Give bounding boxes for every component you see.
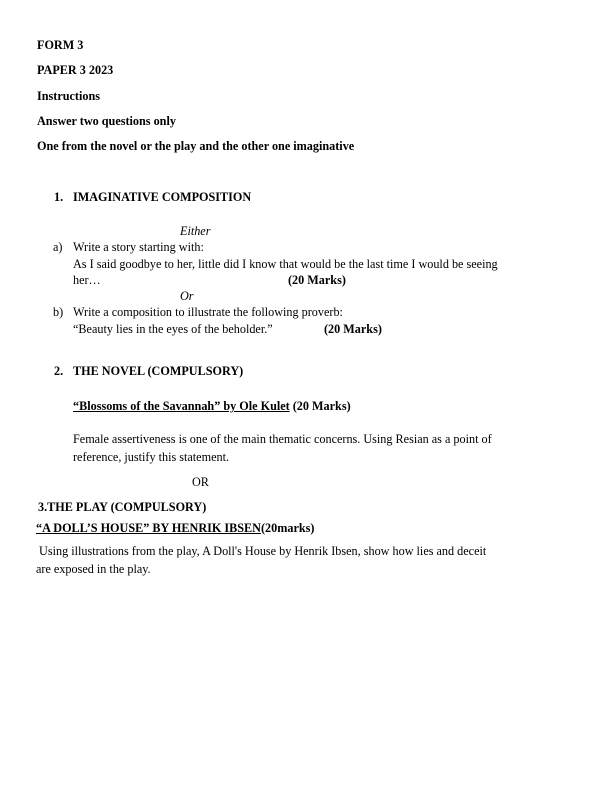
q3-line2: are exposed in the play. — [36, 562, 151, 576]
q3-line1: Using illustrations from the play, A Doll's House by Henrik Ibsen, show how lies and deceit — [36, 544, 487, 558]
q2-line2: reference, justify this statement. — [73, 450, 230, 464]
q2-line1: Female assertiveness is one of the main thematic concerns. Using Resian as a point of — [73, 432, 492, 446]
q1a-marks: (20 Marks) — [288, 273, 346, 287]
q3-marks: (20marks) — [260, 521, 315, 535]
form-label: FORM 3 — [37, 38, 84, 52]
q1b-line2: “Beauty lies in the eyes of the beholder.” — [73, 322, 273, 336]
q2-book-line — [73, 399, 351, 413]
q2-title: THE NOVEL (COMPULSORY) — [73, 364, 244, 378]
q2-or: OR — [192, 475, 209, 489]
q1b-line1: Write a composition to illustrate the following proverb: — [73, 305, 343, 319]
q1-number: 1. — [54, 190, 64, 204]
q2-number: 2. — [54, 364, 64, 378]
q1-or: Or — [180, 289, 194, 303]
q3-book-title: “A DOLL’S HOUSE” BY HENRIK IBSEN — [36, 521, 261, 535]
instructions-heading: Instructions — [37, 89, 100, 103]
q2-book-title: “Blossoms of the Savannah” by Ole Kulet — [73, 399, 290, 413]
instruction-1: Answer two questions only — [37, 114, 176, 128]
q2-marks: (20 Marks) — [292, 399, 351, 413]
q3-title: 3.THE PLAY (COMPULSORY) — [38, 500, 207, 514]
q1b-marks: (20 Marks) — [324, 322, 382, 336]
q1a-line1: Write a story starting with: — [73, 240, 204, 254]
q1a-line2: As I said goodbye to her, little did I know that would be the last time I would be seeing — [73, 257, 498, 271]
q1a-marker: a) — [53, 240, 63, 254]
q1b-marker: b) — [53, 305, 64, 319]
q1-title: IMAGINATIVE COMPOSITION — [73, 190, 252, 204]
q3-book-line — [36, 521, 314, 535]
paper-label: PAPER 3 2023 — [37, 63, 114, 77]
q1-either: Either — [180, 224, 211, 238]
q1a-line3: her… — [73, 273, 101, 287]
instruction-2: One from the novel or the play and the other one imaginative — [37, 139, 355, 153]
